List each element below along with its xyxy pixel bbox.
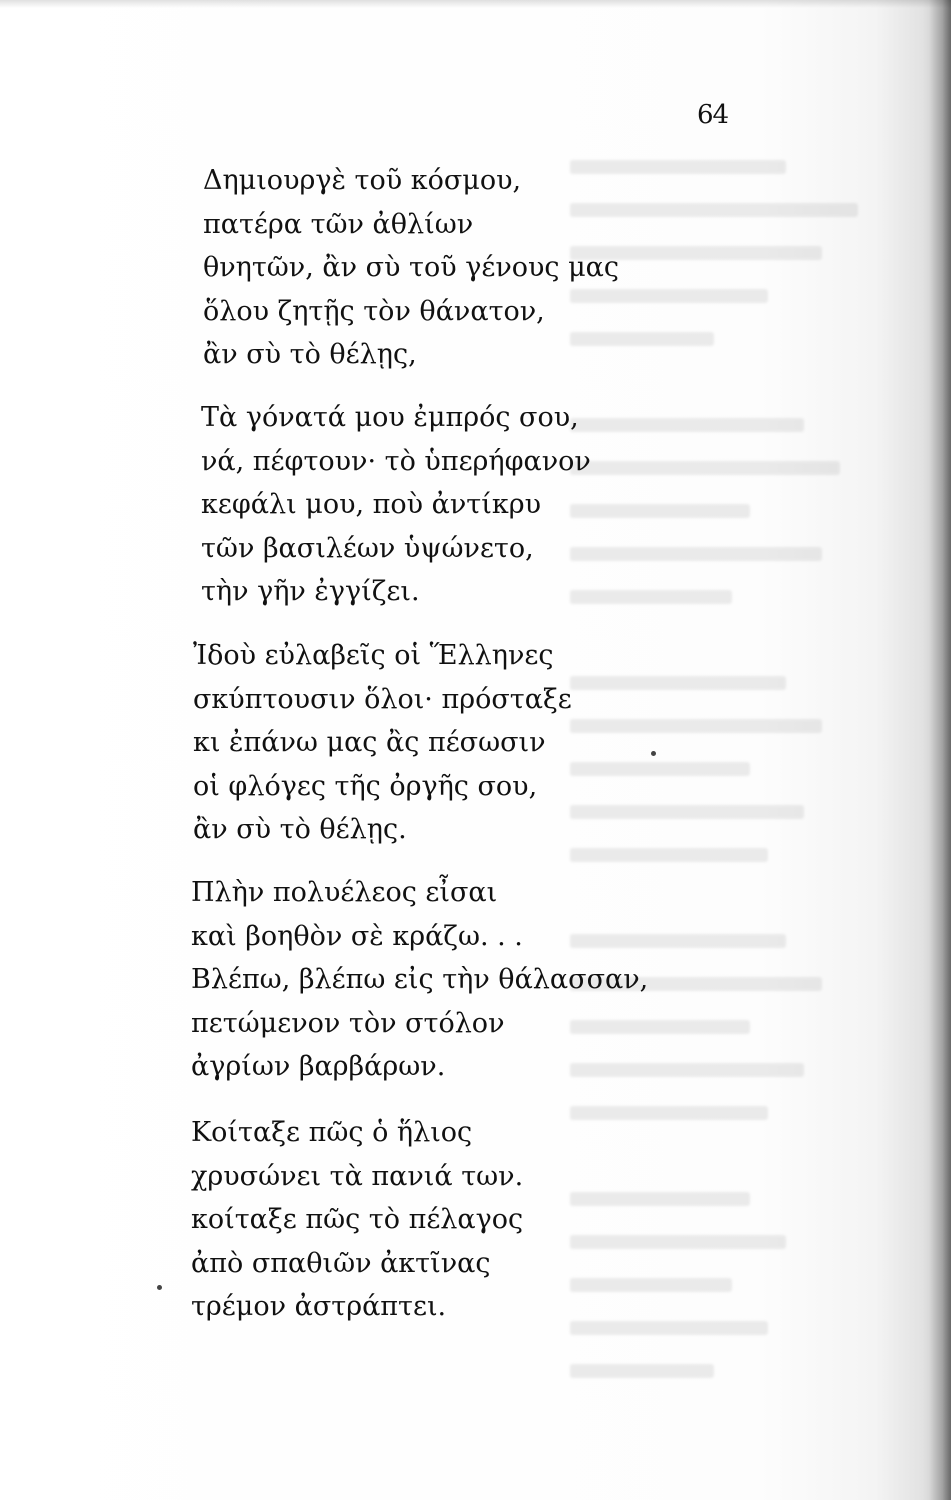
verse-line: Ἰδοὺ εὐλαβεῖς οἱ Ἕλληνες [193,640,554,671]
show-through-text [570,160,930,1360]
page-number: 64 [697,100,729,130]
verse-line: πατέρα τῶν ἀθλίων [203,208,474,240]
verse-line: νά, πέφτουν· τὸ ὑπερήφανον [201,445,591,477]
verse-line: σκύπτουσιν ὅλοι· πρόσταξε [193,683,572,715]
stanza-5 [191,1111,523,1329]
page-edge-shadow [929,0,951,1500]
verse-line: ἀπὸ σπαθιῶν ἀκτῖνας [191,1247,491,1279]
verse-line: Κοίταξε πῶς ὁ ἥλιος [191,1117,473,1148]
verse-line: τρέμον ἀστράπτει. [191,1291,447,1322]
verse-line: Δημιουργὲ τοῦ κόσμου, [203,165,522,196]
verse-line: τὴν γῆν ἐγγίζει. [201,576,420,607]
page-top-shadow [0,0,951,8]
verse-line: ἀγρίων βαρβάρων. [191,1051,446,1082]
verse-line: κεφάλι μου, ποὺ ἀντίκρυ [201,489,541,520]
stanza-1 [203,159,619,377]
verse-line: Βλέπω, βλέπω εἰς τὴν θάλασσαν, [191,964,649,995]
paper-speck [651,751,656,756]
verse-line: οἱ φλόγες τῆς ὀργῆς σου, [193,770,538,802]
verse-line: κοίταξε πῶς τὸ πέλαγος [191,1204,524,1235]
verse-line: Τὰ γόνατά μου ἐμπρός σου, [201,402,579,433]
verse-line: καὶ βοηθὸν σὲ κράζω. . . [191,920,523,952]
stanza-2 [201,396,591,614]
verse-line: πετώμενον τὸν στόλον [191,1007,505,1039]
stanza-3 [193,634,572,852]
verse-line: ἂν σὺ τὸ θέλῃς. [193,814,407,845]
verse-line: τῶν βασιλέων ὑψώνετο, [201,532,534,564]
paper-speck [157,1285,162,1290]
verse-line: θνητῶν, ἂν σὺ τοῦ γένους μας [203,252,620,283]
verse-line: ἂν σὺ τὸ θέλῃς, [203,339,417,370]
stanza-4 [191,871,648,1089]
verse-line: ὅλου ζητῇς τὸν θάνατον, [203,295,545,327]
verse-line: χρυσώνει τὰ πανιά των. [191,1160,524,1192]
verse-line: κι ἐπάνω μας ἂς πέσωσιν [193,727,546,758]
verse-line: Πλὴν πολυέλεος εἶσαι [191,877,498,908]
